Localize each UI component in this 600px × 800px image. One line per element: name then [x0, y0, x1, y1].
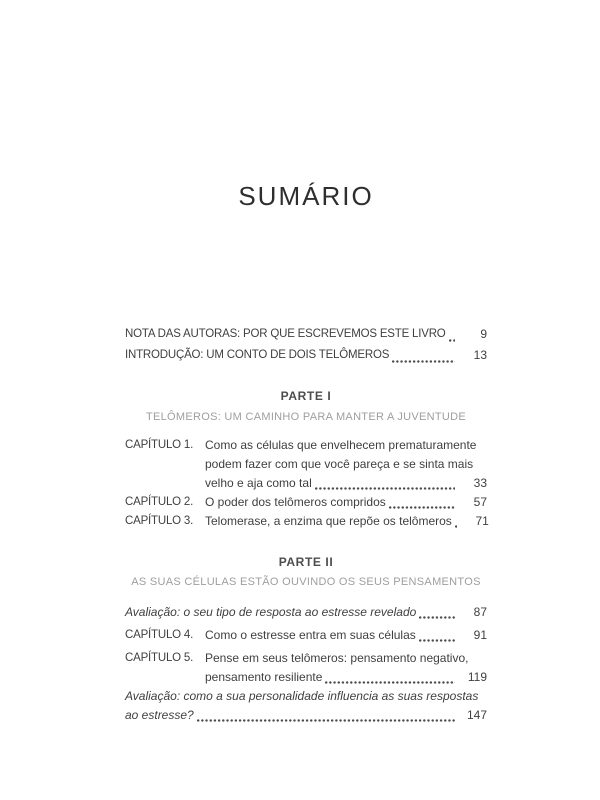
page-number: 147	[466, 708, 487, 722]
chapter-title-line	[205, 626, 487, 645]
toc-entry-assessment1[interactable]	[125, 603, 487, 622]
chapter-title-line	[205, 668, 487, 687]
part1-heading: PARTE I	[280, 389, 332, 403]
entry-text: NOTA DAS AUTORAS: POR QUE ESCREVEMOS ESTE LIVRO	[125, 328, 446, 340]
dot-leader	[325, 681, 455, 684]
chapter-description	[205, 626, 487, 645]
dot-leader	[197, 719, 455, 722]
toc-entry-chapter5[interactable]	[125, 649, 487, 687]
dot-leader	[389, 506, 455, 509]
page-number: 33	[473, 476, 487, 490]
page-title: SUMÁRIO	[238, 181, 374, 211]
part1-subtitle: TELÔMEROS: UM CAMINHO PARA MANTER A JUVENTUDE	[145, 411, 467, 423]
dot-leader	[419, 639, 455, 642]
entry-text: Avaliação: o seu tipo de resposta ao estresse revelado	[125, 605, 417, 619]
chapter-title-line: Pense em seus telômeros: pensamento negativo,	[205, 651, 469, 665]
entry-text: pensamento resiliente	[205, 670, 323, 684]
part2-entries	[125, 603, 487, 725]
dot-leader	[455, 525, 457, 528]
entry-text: INTRODUÇÃO: UM CONTO DE DOIS TELÔMEROS	[125, 349, 390, 361]
chapter-title-line	[205, 493, 487, 512]
page-number: 71	[475, 514, 489, 528]
dot-leader	[449, 339, 455, 342]
chapter-label: CAPÍTULO 5.	[125, 652, 194, 664]
entry-text: ao estresse?	[125, 708, 194, 722]
assessment-line	[125, 603, 487, 622]
part2-heading: PARTE II	[278, 555, 334, 569]
entry-text: velho e aja como tal	[205, 476, 312, 490]
toc-content-column	[125, 0, 487, 725]
toc-entry-assessment2[interactable]	[125, 687, 487, 725]
toc-entry-introduction[interactable]	[125, 345, 487, 366]
toc-entry-chapter4[interactable]	[125, 626, 487, 645]
chapter-title-line: podem fazer com que você pareça e se sinta mais	[205, 457, 474, 471]
chapter-label: CAPÍTULO 1.	[125, 439, 194, 451]
part1-chapters	[125, 436, 487, 531]
page-number: 9	[480, 327, 487, 341]
part2-subtitle: AS SUAS CÉLULAS ESTÃO OUVINDO OS SEUS PENSAMENTOS	[131, 576, 481, 588]
toc-entry-chapter3[interactable]	[125, 512, 487, 531]
toc-entry-chapter1[interactable]	[125, 436, 487, 493]
dot-leader	[392, 360, 455, 363]
entry-text: O poder dos telômeros compridos	[205, 495, 386, 509]
assessment-line	[125, 706, 487, 725]
chapter-description	[205, 493, 487, 512]
dot-leader	[315, 487, 455, 490]
page-number: 119	[467, 670, 487, 684]
entry-text: Como o estresse entra em suas células	[205, 628, 416, 642]
page-number: 91	[473, 628, 487, 642]
chapter-label: CAPÍTULO 4.	[125, 629, 194, 641]
page-number: 13	[473, 348, 487, 362]
chapter-description	[205, 436, 487, 493]
toc-entry-authors-note[interactable]	[125, 324, 487, 345]
chapter-title-line: Como as células que envelhecem prematuramente	[205, 438, 477, 452]
assessment-line: Avaliação: como a sua personalidade influencia as suas respostas	[125, 689, 479, 703]
chapter-title-line	[205, 512, 487, 531]
dot-leader	[419, 616, 455, 619]
chapter-label: CAPÍTULO 2.	[125, 496, 194, 508]
toc-entry-chapter2[interactable]	[125, 493, 487, 512]
front-matter-section	[125, 324, 487, 366]
page-number: 87	[473, 605, 487, 619]
chapter-label: CAPÍTULO 3.	[125, 515, 194, 527]
entry-text: Telomerase, a enzima que repõe os telômeros	[205, 514, 452, 528]
chapter-description	[205, 512, 487, 531]
chapter-description	[205, 649, 487, 687]
chapter-title-line	[205, 474, 487, 493]
page-number: 57	[473, 495, 487, 509]
